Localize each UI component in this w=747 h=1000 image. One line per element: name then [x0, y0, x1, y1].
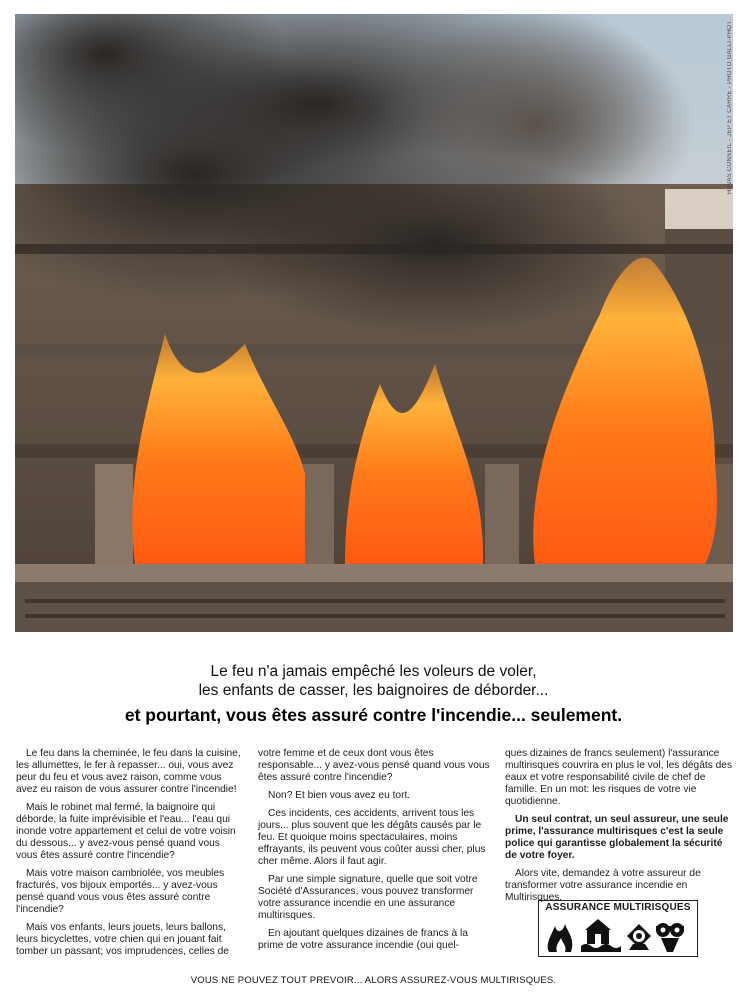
paragraph: Mais le robinet mal fermé, la baignoire qui déborde, la fuite imprévisible et l'eau... l'eau qui inonde votre appartement et celui de votre voisin du dessous... y avez-vous pensé quand vous vous êtes assuré contre l'incendie?: [16, 802, 236, 861]
footer-slogan: VOUS NE POUVEZ TOUT PREVOIR... ALORS ASSUREZ-VOUS MULTIRISQUES.: [190, 975, 557, 986]
family-icon: [656, 923, 684, 952]
body-column-2: [258, 748, 490, 958]
logo-title: ASSURANCE MULTIRISQUES: [545, 902, 691, 913]
fire-photo-illustration: [15, 14, 733, 632]
paragraph: Ces incidents, ces accidents, arrivent tous les jours... plus souvent que les dégâts causés par le feu. Et quoique moins spectaculaires, moins effrayants, ils peuvent vous coûter aussi cher, plus cher même. Alors il faut agir.: [258, 808, 486, 867]
paragraph: Non? Et bien vous avez eu tort.: [268, 790, 411, 801]
paragraph: votre femme et de ceux dont vous êtes responsable... y avez-vous pensé quand vous vous êtes assuré contre l'incendie?: [258, 748, 490, 783]
headline-line-2: les enfants de casser, les baignoires de déborder...: [198, 682, 549, 699]
flood-house-icon: [581, 919, 621, 952]
paragraph: Mais votre maison cambriolée, vos meubles fracturés, vos bijoux emportés... y avez-vous pensé quand vous vous êtes assuré contre l'incendie?: [16, 868, 225, 915]
body-column-1: [16, 748, 244, 964]
paragraph: En ajoutant quelques dizaines de francs à la prime de votre assurance incendie (oui quel-: [258, 928, 468, 951]
paragraph: Alors vite, demandez à votre assureur de transformer votre assurance incendie en Multirisques.: [505, 868, 701, 903]
paragraph-emphasis: Un seul contrat, un seul assureur, une seule prime, l'assurance multirisques c'est la seule police qui garantisse globalement la sécurité de votre foyer.: [505, 814, 729, 861]
fire-photo: [15, 14, 733, 632]
paragraph: Le feu dans la cheminée, le feu dans la cuisine, les allumettes, le fer à repasser... oui, vous avez peur du feu et vous avez raison, comme vous avez eu raison de vous assurer contre l'incendie!: [16, 748, 241, 795]
tagline: et pourtant, vous êtes assuré contre l'incendie... seulement.: [124, 705, 623, 725]
logo-icons: [543, 916, 693, 954]
paragraph: Par une simple signature, quelle que soit votre Société d'Assurances, vous pouvez transformer votre assurance incendie en une assurance multirisques.: [258, 874, 478, 921]
headline: [0, 662, 747, 700]
paragraph: Mais vos enfants, leurs jouets, leurs ballons, leurs bicyclettes, votre chien qui en jouant fait tomber un passant; vos imprudences, celles de: [16, 922, 229, 957]
multirisk-logo: [538, 900, 698, 957]
headline-line-1: Le feu n'a jamais empêché les voleurs de voler,: [210, 663, 537, 680]
fire-icon: [548, 924, 573, 952]
photo-credit: HAVAS CONSEIL - JEP ET CARRE - PHOTO GALLI-PHOT: [727, 20, 733, 194]
burglar-icon: [627, 924, 651, 950]
paragraph: ques dizaines de francs seulement) l'assurance multirisques couvrira en plus le vol, les dégâts des eaux et votre responsabilité civile de chef de famille. En un mot: les risques de votre vie quotidienne.: [505, 748, 733, 807]
body-column-3: [505, 748, 735, 910]
